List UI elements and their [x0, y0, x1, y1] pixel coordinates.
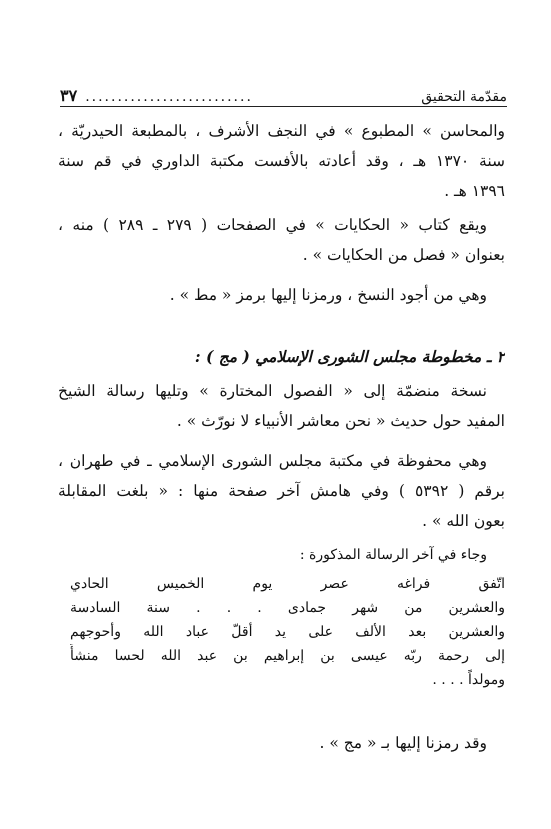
text-line: المفيد حول حديث « نحن معاشر الأنبياء لا نورّث » . — [176, 412, 505, 430]
header-rule — [60, 106, 507, 107]
colophon-line: إلى رحمة ربّه عيسى بن إبراهيم بن عبد الله لحسا منشأً — [70, 648, 505, 664]
section-heading: ٢ ـ مخطوطة مجلس الشورى الإسلامي ( مج ) : — [194, 347, 505, 366]
page-number: ٣٧ — [60, 86, 78, 105]
quote-intro-block — [58, 540, 505, 570]
paragraph-5 — [58, 446, 505, 536]
paragraph-4 — [58, 376, 505, 436]
text-line: وقد رمزنا إليها بـ « مج » . — [319, 734, 487, 752]
text-line: بعون الله » . — [422, 512, 505, 530]
section-heading-block — [58, 342, 505, 372]
running-header — [60, 86, 507, 105]
text-line: برقم ( ٥٣٩٢ ) وفي هامش آخر صفحة منها : « بلغت المقابلة — [58, 482, 505, 500]
text-line: ويقع كتاب « الحكايات » في الصفحات ( ٢٧٩ ـ ٢٨٩ ) منه ، — [58, 216, 487, 234]
text-line: بعنوان « فصل من الحكايات » . — [302, 246, 505, 264]
text-line: نسخة منضمّة إلى « الفصول المختارة » وتليها رسالة الشيخ — [58, 382, 487, 400]
quote-intro: وجاء في آخر الرسالة المذكورة : — [299, 547, 487, 563]
paragraph-2 — [58, 210, 505, 270]
text-line: والمحاسن » المطبوع » في النجف الأشرف ، بالمطبعة الحيدريّة ، — [58, 122, 505, 140]
colophon-line: ومولداً . . . . — [432, 672, 505, 688]
colophon-line: والعشرين بعد الألف على يد أقلّ عباد الله وأحوجهم — [70, 624, 505, 640]
paragraph-3 — [58, 280, 505, 310]
header-title: مقدّمة التحقيق — [421, 89, 507, 105]
text-line: وهي محفوظة في مكتبة مجلس الشورى الإسلامي ـ في طهران ، — [58, 452, 487, 470]
closing-paragraph — [58, 728, 505, 758]
paragraph-1 — [58, 116, 505, 206]
text-line: سنة ١٣٧٠ هـ ، وقد أعادته بالأفست مكتبة الداوري في قم سنة — [58, 152, 505, 170]
colophon-line: والعشرين من شهر جمادى . . . سنة السادسة — [70, 600, 505, 616]
quoted-colophon — [70, 572, 505, 692]
colophon-line: اتّفق فراغه عصر يوم الخميس الحادي — [70, 576, 505, 592]
text-line: ١٣٩٦ هـ . — [444, 182, 505, 200]
header-leader-dots: .......................... — [85, 89, 253, 105]
text-line: وهي من أجود النسخ ، ورمزنا إليها برمز « مط » . — [169, 286, 487, 304]
